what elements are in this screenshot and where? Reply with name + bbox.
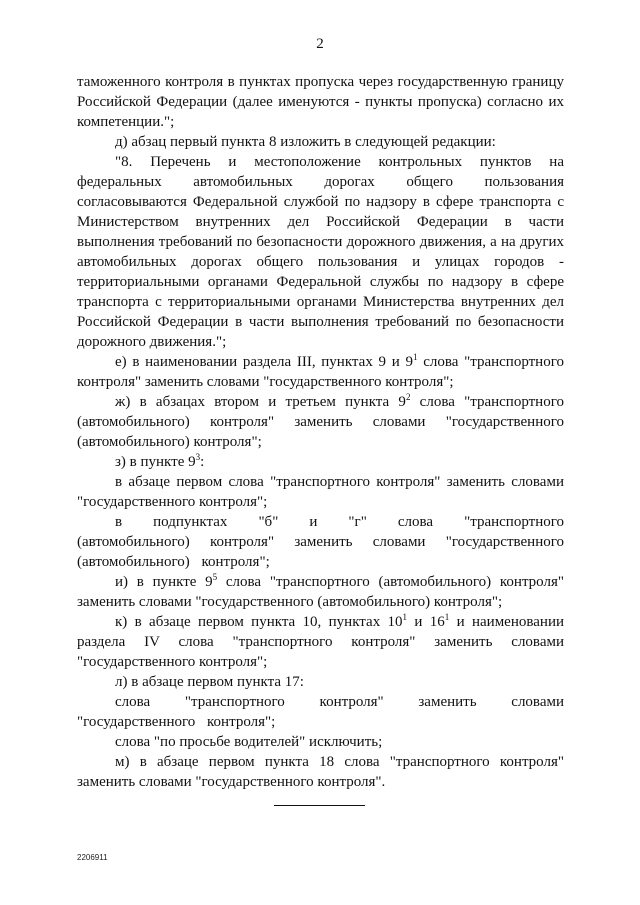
paragraph-item-l: л) в абзаце первом пункта 17: xyxy=(115,674,304,690)
end-divider xyxy=(274,805,365,806)
paragraph-item-d: д) абзац первый пункта 8 изложить в следующей редакции: xyxy=(115,134,496,150)
document-body xyxy=(77,72,564,792)
paragraph-z-subitems: в подпунктах "б" и "г" слова "транспортного (автомобильного) контроля" заменить словами "государственного (автомобильного) контроля"; xyxy=(77,514,564,570)
paragraph-item-8-text: "8. Перечень и местоположение контрольных пунктов на федеральных автомобильных дорогах общего пользования согласовываются Федеральной службой по надзору в сфере транспорта с Министерством внутренних дел Российской Федерации в части выполнения требований по безопасности дорожного движения, а на других автомобильных дорогах общего пользования и улицах городов - территориальными органами Федеральной службы по надзору в сфере транспорта с территориальными органами Министерства внутренних дел Российской Федерации в части выполнения требований по безопасности дорожного движения."; xyxy=(77,154,564,350)
paragraph-continuation: таможенного контроля в пунктах пропуска через государственную границу Российской Федерации (далее именуются - пункты пропуска) согласно их компетенции."; xyxy=(77,74,564,130)
paragraph-item-zh: ж) в абзацах втором и третьем пункта $9^2$ слова "транспортного (автомобильного) контроля" заменить словами "государственного (автомобильного) контроля"; xyxy=(77,392,564,450)
paragraph-l-exclude: слова "по просьбе водителей" исключить; xyxy=(115,734,383,750)
document-code: 2206911 xyxy=(77,853,108,862)
paragraph-l-words: слова "транспортного контроля" заменить словами "государственного контроля"; xyxy=(77,694,564,730)
paragraph-item-k: к) в абзаце первом пункта 10, пунктах $10^1$ и $16^1$ и наименовании раздела IV слова "транспортного контроля" заменить словами "государственного контроля"; xyxy=(77,612,564,670)
page-number: 2 xyxy=(316,36,324,52)
paragraph-item-e: е) в наименовании раздела III, пунктах 9 и $9^1$ слова "транспортного контроля" заменить словами "государственного контроля"; xyxy=(77,352,564,390)
paragraph-item-i: и) в пункте $9^5$ слова "транспортного (автомобильного) контроля" заменить словами "государственного (автомобильного) контроля"; xyxy=(77,572,564,610)
paragraph-item-z: з) в пункте $9^3$: xyxy=(115,452,205,470)
paragraph-item-m: м) в абзаце первом пункта 18 слова "транспортного контроля" заменить словами "государственного контроля". xyxy=(77,754,564,790)
paragraph-z-first-abzac: в абзаце первом слова "транспортного контроля" заменить словами "государственного контроля"; xyxy=(77,474,564,510)
